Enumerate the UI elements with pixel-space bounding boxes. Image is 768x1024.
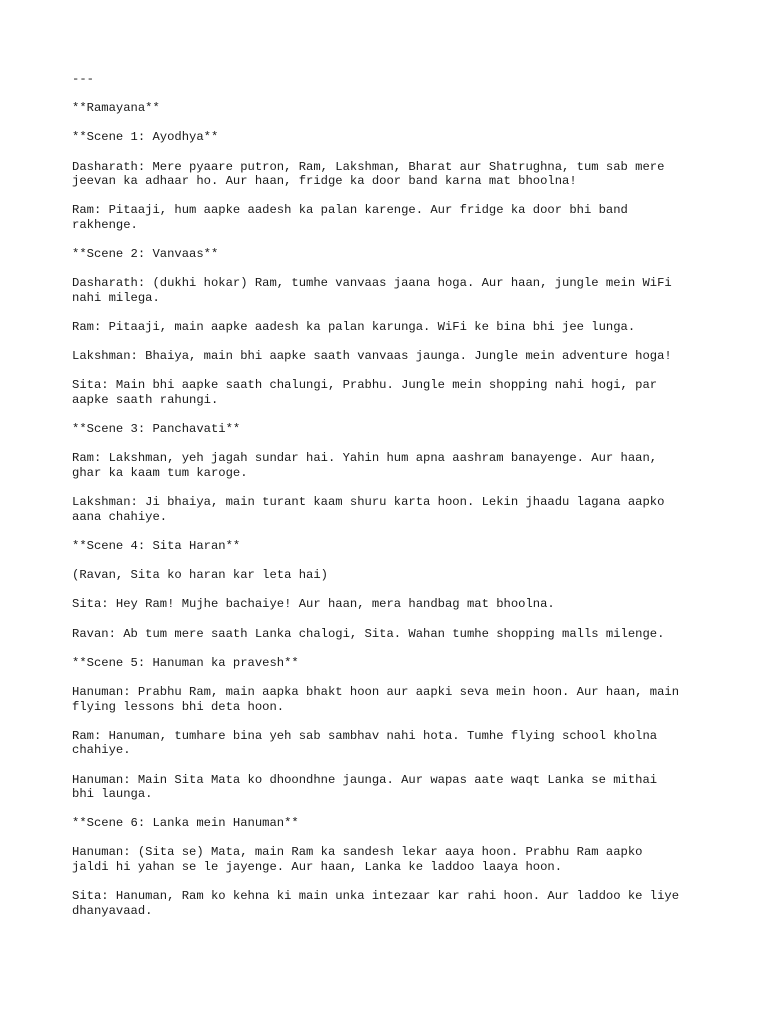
dialogue-line: Dasharath: Mere pyaare putron, Ram, Lakshman, Bharat aur Shatrughna, tum sab mere jeevan ka adhaar ho. Aur haan, fridge ka door band karna mat bhoolna! [72,159,665,189]
dialogue-line: Ram: Pitaaji, hum aapke aadesh ka palan karenge. Aur fridge ka door bhi band rakhenge. [72,203,628,232]
dialogue-line: Hanuman: Prabhu Ram, main aapka bhakt hoon aur aapki seva mein hoon. Aur haan, main flying lessons bhi deta hoon. [72,684,680,714]
stage-direction: (Ravan, Sita ko haran kar leta hai) [72,568,328,583]
scene-heading: **Scene 1: Ayodhya** [72,130,219,145]
document-title: **Ramayana** [72,101,160,116]
dialogue-line: Ram: Lakshman, yeh jagah sundar hai. Yahin hum apna aashram banayenge. Aur haan, ghar ka kaam tum karoge. [72,451,658,481]
dialogue-line: Dasharath: (dukhi hokar) Ram, tumhe vanvaas jaana hoga. Aur haan, jungle mein WiFi nahi milega. [72,276,672,305]
dialogue-line: Sita: Hey Ram! Mujhe bachaiye! Aur haan, mera handbag mat bhoolna. [72,597,555,612]
separator-line: --- [72,72,94,86]
dialogue-line: Ravan: Ab tum mere saath Lanka chalogi, Sita. Wahan tumhe shopping malls milenge. [72,626,665,641]
scene-heading: **Scene 2: Vanvaas** [72,247,219,262]
scene-heading: **Scene 3: Panchavati** [72,422,241,437]
dialogue-line: Lakshman: Bhaiya, main bhi aapke saath vanvaas jaunga. Jungle mein adventure hoga! [72,349,672,364]
dialogue-line: Ram: Hanuman, tumhare bina yeh sab sambhav nahi hota. Tumhe flying school kholna chahiye. [72,728,658,758]
dialogue-line: Hanuman: (Sita se) Mata, main Ram ka sandesh lekar aaya hoon. Prabhu Ram aapko jaldi hi yahan se le jayenge. Aur haan, Lanka ke laddoo laaya hoon. [72,845,643,875]
dialogue-line: Sita: Main bhi aapke saath chalungi, Prabhu. Jungle mein shopping nahi hogi, par aapke saath rahungi. [72,378,658,408]
document-body [72,72,712,918]
scene-heading: **Scene 5: Hanuman ka pravesh** [72,655,299,670]
dialogue-line: Ram: Pitaaji, main aapke aadesh ka palan karunga. WiFi ke bina bhi jee lunga. [72,320,636,335]
scene-heading: **Scene 6: Lanka mein Hanuman** [72,816,299,831]
dialogue-line: Sita: Hanuman, Ram ko kehna ki main unka intezaar kar rahi hoon. Aur laddoo ke liye dhanyavaad. [72,889,680,918]
scene-heading: **Scene 4: Sita Haran** [72,539,241,553]
dialogue-line: Lakshman: Ji bhaiya, main turant kaam shuru karta hoon. Lekin jhaadu lagana aapko aana chahiye. [72,495,665,524]
dialogue-line: Hanuman: Main Sita Mata ko dhoondhne jaunga. Aur wapas aate waqt Lanka se mithai bhi launga. [72,772,658,802]
